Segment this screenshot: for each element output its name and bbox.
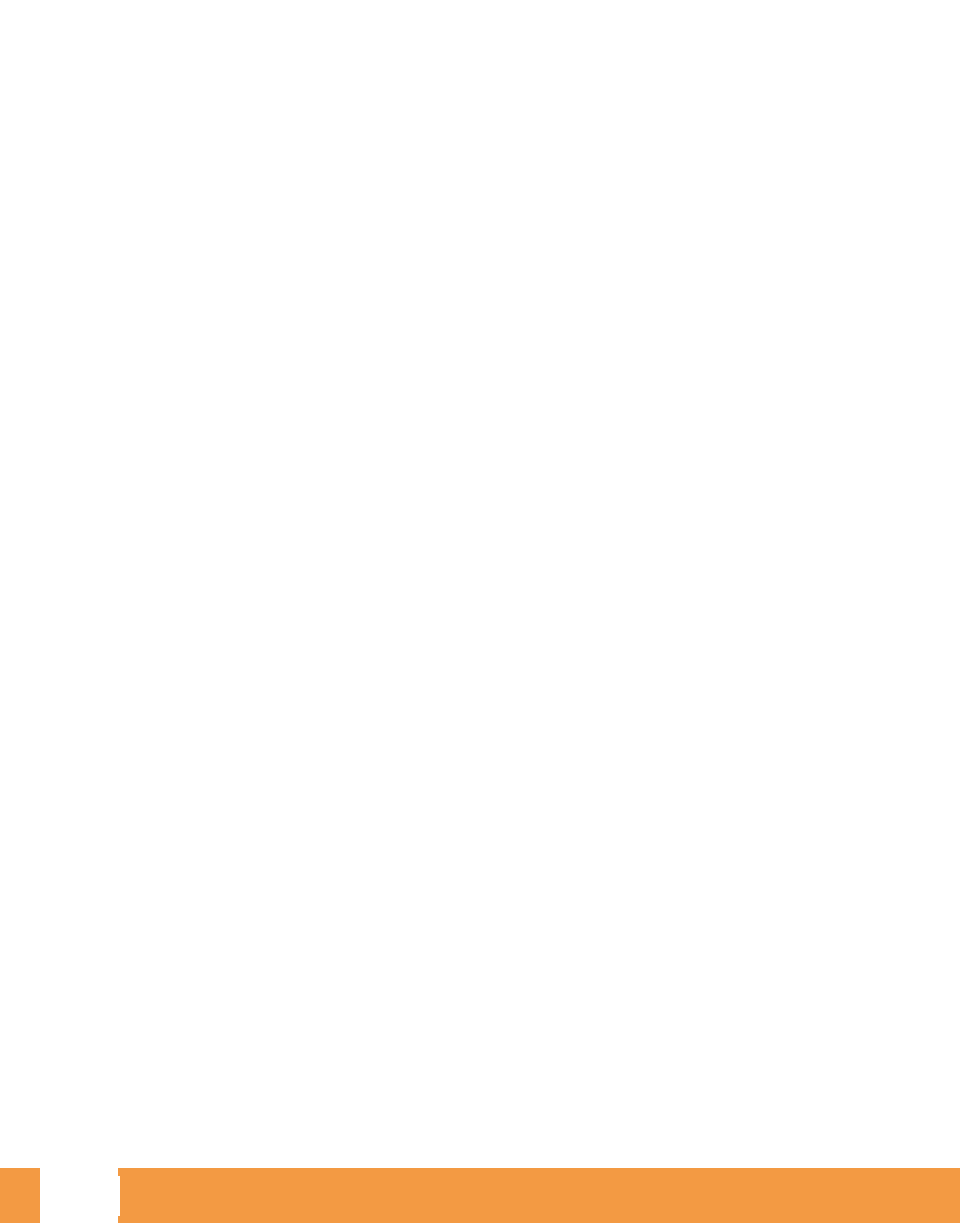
page-number [40,1168,118,1223]
footer-bar [0,1168,960,1223]
footer-divider [118,1176,120,1216]
